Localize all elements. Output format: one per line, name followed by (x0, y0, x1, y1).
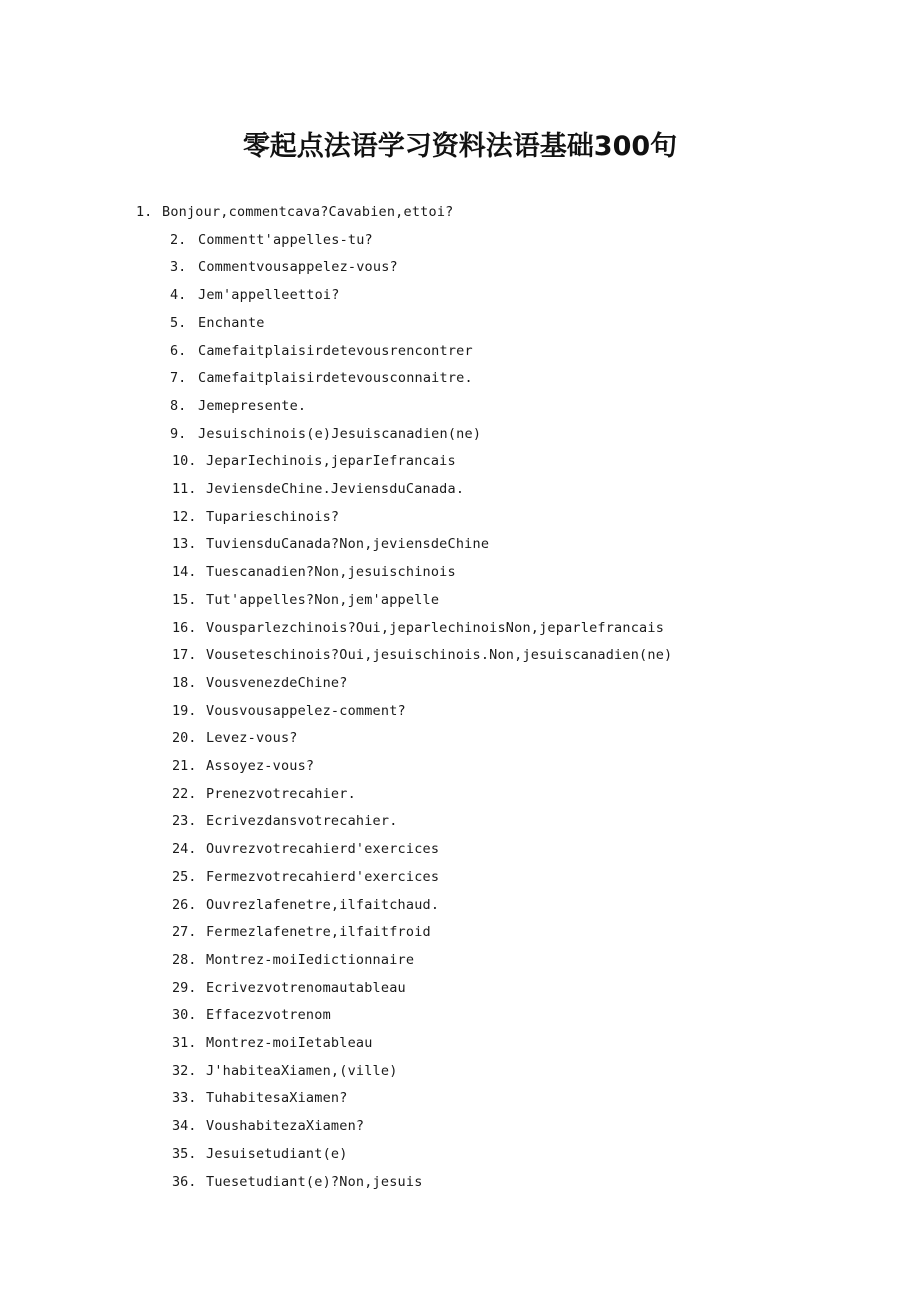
item-text: Tuparieschinois? (206, 508, 340, 525)
item-text: Enchante (198, 314, 265, 331)
item-text: Montrez-moiIetableau (206, 1035, 373, 1051)
list-item (172, 1142, 348, 1166)
list-item (172, 1114, 364, 1138)
item-text: VoushabitezaXiamen? (206, 1118, 365, 1135)
item-text: JeviensdeChine.JeviensduCanada. (206, 481, 465, 497)
item-number: 5. (170, 314, 187, 331)
item-number: 16. (172, 619, 197, 636)
item-text: Camefaitplaisirdetevousrencontrer (198, 342, 473, 359)
item-number: 31. (172, 1035, 197, 1051)
item-text: Jemepresente. (198, 397, 307, 414)
item-number: 27. (172, 924, 197, 941)
list-item (172, 920, 431, 944)
item-text: Jesuisetudiant(e) (206, 1145, 348, 1162)
list-item (136, 200, 453, 224)
list-item (170, 228, 373, 252)
item-text: Bonjour,commentcava?Cavabien,ettoi? (162, 204, 454, 220)
item-number: 10. (172, 453, 197, 470)
item-text: Ouvrezvotrecahierd'exercices (206, 841, 440, 858)
list-item (172, 643, 672, 667)
list-item (170, 311, 265, 335)
item-number: 32. (172, 1062, 197, 1079)
item-number: 22. (172, 785, 197, 802)
item-text: Montrez-moiIedictionnaire (206, 951, 415, 968)
item-text: Ecrivezvotrenomautableau (206, 979, 406, 996)
item-text: Fermezlafenetre,ilfaitfroid (206, 924, 431, 941)
item-number: 35. (172, 1145, 197, 1162)
item-number: 29. (172, 979, 197, 996)
item-text: Commentt'appelles-tu? (198, 231, 373, 248)
list-item (170, 366, 473, 390)
list-item (170, 422, 481, 446)
item-number: 11. (172, 481, 197, 497)
list-item (172, 893, 439, 917)
item-number: 12. (172, 508, 197, 525)
item-number: 21. (172, 758, 197, 774)
list-item (172, 837, 439, 861)
list-item (172, 754, 314, 778)
item-number: 33. (172, 1090, 197, 1107)
item-text: JeparIechinois,jeparIefrancais (206, 453, 456, 470)
list-item (172, 588, 439, 612)
item-text: J'habiteaXiamen,(ville) (206, 1062, 398, 1079)
list-item (170, 283, 340, 307)
item-number: 8. (170, 397, 187, 414)
item-number: 36. (172, 1173, 197, 1190)
item-number: 15. (172, 591, 197, 608)
list-item (172, 1059, 398, 1083)
item-text: Assoyez-vous? (206, 758, 315, 774)
list-item (172, 449, 456, 473)
list-item (172, 948, 414, 972)
item-number: 24. (172, 841, 197, 858)
item-number: 1. (136, 204, 153, 220)
item-text: Levez-vous? (206, 730, 298, 747)
item-number: 4. (170, 287, 187, 304)
list-item (172, 560, 456, 584)
item-number: 3. (170, 259, 187, 276)
item-number: 23. (172, 813, 197, 830)
list-item (172, 532, 489, 556)
item-text: Vousvousappelez-comment? (206, 702, 406, 719)
list-item (172, 782, 356, 806)
list-item (172, 699, 406, 723)
item-text: Ecrivezdansvotrecahier. (206, 813, 398, 830)
item-text: Tuesetudiant(e)?Non,jesuis (206, 1173, 423, 1190)
item-number: 9. (170, 425, 187, 442)
list-item (172, 1170, 423, 1194)
item-text: TuviensduCanada?Non,jeviensdeChine (206, 536, 490, 553)
list-item (172, 726, 298, 750)
item-number: 28. (172, 951, 197, 968)
list-item (172, 477, 464, 501)
item-number: 26. (172, 896, 197, 913)
item-number: 20. (172, 730, 197, 747)
item-number: 14. (172, 564, 197, 581)
item-number: 18. (172, 674, 197, 691)
list-item (172, 1031, 373, 1055)
item-text: VousvenezdeChine? (206, 674, 348, 691)
item-number: 25. (172, 868, 197, 885)
list-item (172, 616, 664, 640)
list-item (172, 809, 398, 833)
item-number: 2. (170, 231, 187, 248)
item-text: Camefaitplaisirdetevousconnaitre. (198, 370, 473, 387)
item-text: Prenezvotrecahier. (206, 785, 356, 802)
list-item (172, 1003, 331, 1027)
list-item (170, 339, 473, 363)
item-text: Vouseteschinois?Oui,jesuischinois.Non,jesuiscanadien(ne) (206, 647, 673, 664)
list-item (170, 255, 398, 279)
item-text: Jesuischinois(e)Jesuiscanadien(ne) (198, 425, 482, 442)
list-item (172, 976, 406, 1000)
item-text: Effacezvotrenom (206, 1007, 331, 1024)
item-text: Tuescanadien?Non,jesuischinois (206, 564, 456, 581)
item-text: TuhabitesaXiamen? (206, 1090, 348, 1107)
item-number: 17. (172, 647, 197, 664)
list-item (172, 865, 439, 889)
item-text: Fermezvotrecahierd'exercices (206, 868, 440, 885)
document-title: 零起点法语学习资料法语基础300句 (242, 131, 678, 162)
list-item (172, 1086, 348, 1110)
item-number: 13. (172, 536, 197, 553)
item-text: Ouvrezlafenetre,ilfaitchaud. (206, 896, 440, 913)
item-number: 30. (172, 1007, 197, 1024)
list-item (170, 394, 306, 418)
item-text: Tut'appelles?Non,jem'appelle (206, 591, 440, 608)
item-number: 34. (172, 1118, 197, 1135)
item-text: Jem'appelleettoi? (198, 287, 340, 304)
item-number: 6. (170, 342, 187, 359)
item-text: Vousparlezchinois?Oui,jeparlechinoisNon,jeparlefrancais (206, 619, 665, 636)
item-text: Commentvousappelez-vous? (198, 259, 398, 276)
item-number: 7. (170, 370, 187, 387)
item-number: 19. (172, 702, 197, 719)
list-item (172, 505, 339, 529)
list-item (172, 671, 348, 695)
